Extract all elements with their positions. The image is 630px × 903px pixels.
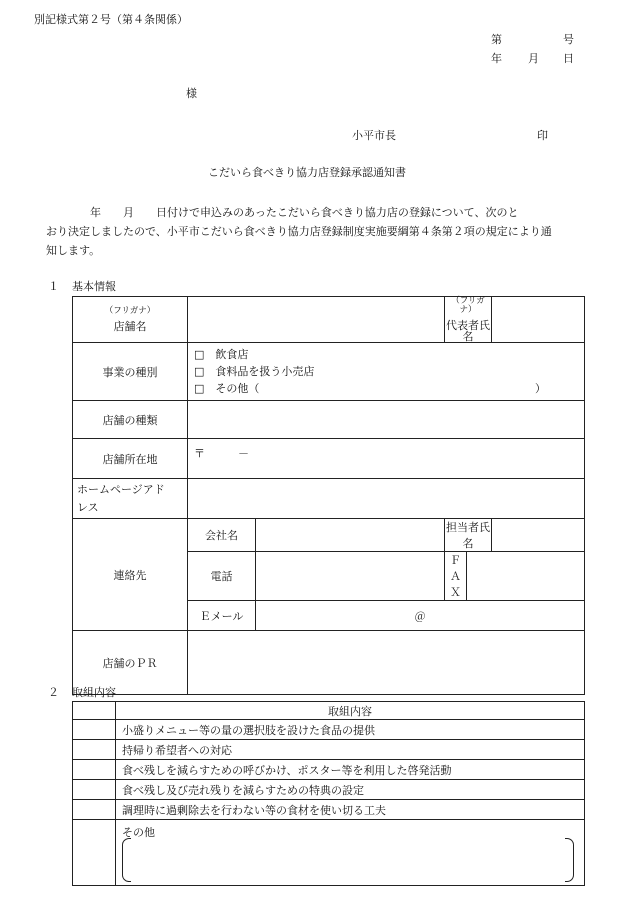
- other-cell[interactable]: [116, 820, 585, 886]
- addressee-suffix: 様: [186, 87, 197, 100]
- date-year: 年: [491, 52, 502, 65]
- rep-name-label-cell: [445, 297, 492, 343]
- option-restaurant[interactable]: □ 飲食店: [194, 348, 249, 361]
- item-check-cell[interactable]: [73, 760, 116, 780]
- table-row: [73, 439, 585, 479]
- document-title: こだいら食べきり協力店登録承認通知書: [208, 166, 406, 179]
- item-check-cell[interactable]: [73, 820, 116, 886]
- right-bracket: [565, 838, 574, 882]
- homepage-label: ホームページアド: [77, 482, 165, 496]
- initiatives-col-header: 取組内容: [116, 702, 585, 720]
- option-other[interactable]: [188, 380, 584, 397]
- at-mark: ＠: [414, 609, 426, 623]
- form-reference: 別記様式第２号（第４条関係）: [34, 13, 188, 26]
- store-kind-field[interactable]: [188, 401, 585, 439]
- other-label: その他: [122, 826, 155, 839]
- table-row: [73, 702, 585, 720]
- contact-label: 連絡先: [73, 519, 188, 631]
- body-line-1: 年 月 日付けで申込みのあったこだいら食べきり協力店の登録について、次のと: [46, 206, 519, 219]
- initiative-item: 食べ残しを減らすための呼びかけ、ポスター等を利用した啓発活動: [116, 760, 585, 780]
- table-row: [73, 519, 585, 552]
- body-line-2: おり決定しましたので、小平市こだいら食べきり協力店登録制度実施要綱第４条第２項の規定により通: [46, 225, 552, 238]
- section2-heading: 取組内容: [72, 686, 116, 699]
- homepage-label-cell: [73, 479, 188, 519]
- table-row: [73, 401, 585, 439]
- store-name-field[interactable]: [188, 297, 445, 343]
- item-check-cell[interactable]: [73, 800, 116, 820]
- postal-mark: 〒 －: [194, 447, 249, 460]
- person-label: 担当者氏名: [445, 519, 492, 552]
- option-food-retailer[interactable]: □ 食料品を扱う小売店: [194, 365, 315, 378]
- table-row: [73, 297, 585, 343]
- store-name-label-cell: [73, 297, 188, 343]
- basic-info-table: [72, 296, 585, 695]
- body-line-3: 知します。: [46, 244, 101, 257]
- item-check-cell[interactable]: [73, 740, 116, 760]
- phone-label: 電話: [188, 552, 256, 601]
- initiative-item: 小盛りメニュー等の量の選択肢を設けた食品の提供: [116, 720, 585, 740]
- furigana-label: （フリガナ）: [104, 305, 156, 316]
- item-check-cell[interactable]: [73, 720, 116, 740]
- option-other-label: □ その他（: [194, 382, 260, 395]
- table-row: [73, 740, 585, 760]
- section1-heading: 基本情報: [72, 280, 116, 293]
- item-check-cell[interactable]: [73, 780, 116, 800]
- store-name-label: 店舗名: [113, 320, 147, 334]
- rep-name-field[interactable]: [492, 297, 585, 343]
- left-bracket: [122, 838, 131, 882]
- email-label: Ｅメール: [188, 601, 256, 631]
- table-row: [73, 343, 585, 401]
- date-month: 月: [528, 52, 539, 65]
- number-label-suffix: 号: [563, 33, 574, 46]
- table-row: [73, 760, 585, 780]
- homepage-field[interactable]: [188, 479, 585, 519]
- homepage-label-cont: レス: [77, 500, 99, 514]
- pr-label: 店舗のＰＲ: [73, 631, 188, 695]
- table-row: [73, 800, 585, 820]
- body-text: [46, 203, 586, 260]
- person-field[interactable]: [492, 519, 585, 552]
- date-day: 日: [563, 52, 574, 65]
- business-type-label: 事業の種別: [73, 343, 188, 401]
- initiatives-table: [72, 701, 585, 886]
- table-row: [73, 720, 585, 740]
- table-row: [73, 631, 585, 695]
- address-label: 店舗所在地: [73, 439, 188, 479]
- number-label-prefix: 第: [491, 33, 502, 46]
- option-other-close: ）: [535, 382, 547, 395]
- furigana-label: （フリガナ）: [451, 296, 485, 315]
- rep-name-label: 代表者氏名: [446, 319, 491, 343]
- business-type-options: [188, 343, 585, 401]
- email-field[interactable]: [256, 601, 585, 631]
- fax-label: ＦＡＸ: [445, 552, 467, 601]
- company-field[interactable]: [256, 519, 445, 552]
- table-row: [73, 820, 585, 886]
- table-row: [73, 479, 585, 519]
- initiative-item: 調理時に過剰除去を行わない等の食材を使い切る工夫: [116, 800, 585, 820]
- issuer: 小平市長: [352, 129, 396, 142]
- initiative-item: 持帰り希望者への対応: [116, 740, 585, 760]
- seal-mark: 印: [537, 129, 548, 142]
- phone-field[interactable]: [256, 552, 445, 601]
- address-field[interactable]: [188, 439, 585, 479]
- table-row: [73, 780, 585, 800]
- store-kind-label: 店舗の種類: [73, 401, 188, 439]
- section1-number: １: [48, 280, 59, 293]
- section2-number: ２: [48, 686, 59, 699]
- check-col-header: [73, 702, 116, 720]
- pr-field[interactable]: [188, 631, 585, 695]
- company-label: 会社名: [188, 519, 256, 552]
- fax-field[interactable]: [467, 552, 585, 601]
- initiative-item: 食べ残し及び売れ残りを減らすための特典の設定: [116, 780, 585, 800]
